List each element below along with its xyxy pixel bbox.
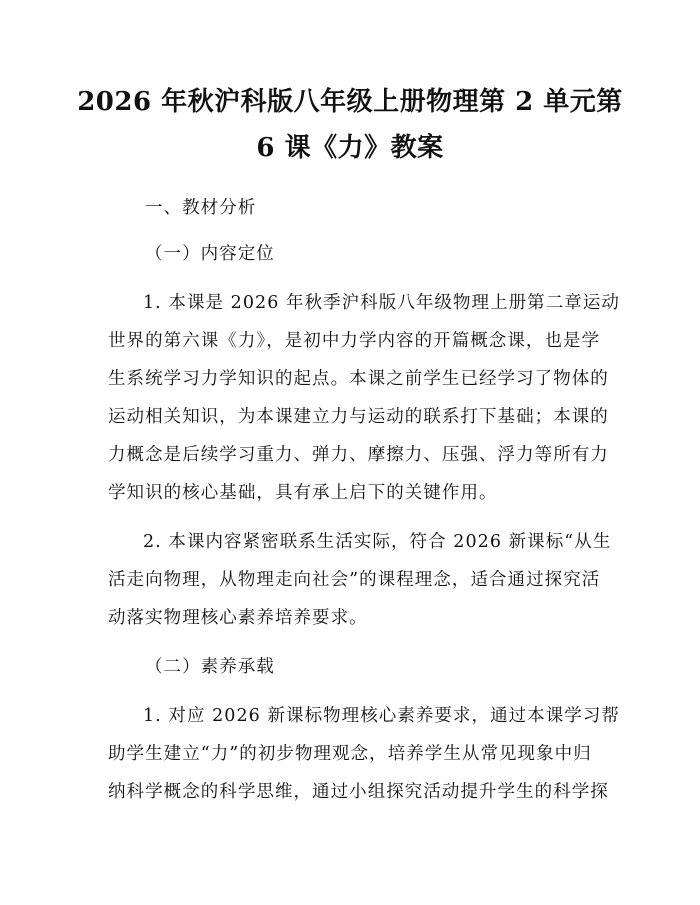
subsection-heading-content-positioning: （一）内容定位 xyxy=(145,244,275,264)
paragraph-line: 学知识的核心基础，具有承上启下的关键作用。 xyxy=(108,483,498,503)
subsection-heading-literacy: （二）素养承载 xyxy=(145,657,275,677)
paragraph-line: 生系统学习力学知识的起点。本课之前学生已经学习了物体的 xyxy=(108,369,609,389)
paragraph-line: 助学生建立“力”的初步物理观念，培养学生从常见现象中归 xyxy=(108,744,592,764)
paragraph-line: 力概念是后续学习重力、弹力、摩擦力、压强、浮力等所有力 xyxy=(108,445,609,465)
document-title-line-2: 6 课《力》教案 xyxy=(256,133,444,163)
paragraph-line: 动落实物理核心素养培养要求。 xyxy=(108,608,368,628)
section-heading-textbook-analysis: 一、教材分析 xyxy=(145,198,257,218)
paragraph-line: 1. 本课是 2026 年秋季沪科版八年级物理上册第二章运动 xyxy=(143,293,620,313)
paragraph-line: 2. 本课内容紧密联系生活实际，符合 2026 新课标“从生 xyxy=(143,532,612,552)
paragraph-line: 运动相关知识，为本课建立力与运动的联系打下基础；本课的 xyxy=(108,407,609,427)
paragraph-line: 1. 对应 2026 新课标物理核心素养要求，通过本课学习帮 xyxy=(143,706,620,726)
document-title-line-1: 2026 年秋沪科版八年级上册物理第 2 单元第 xyxy=(77,87,623,117)
paragraph-line: 纳科学概念的科学思维，通过小组探究活动提升学生的科学探 xyxy=(108,782,609,802)
paragraph-line: 世界的第六课《力》，是初中力学内容的开篇概念课，也是学 xyxy=(108,331,601,351)
paragraph-line: 活走向物理，从物理走向社会”的课程理念，适合通过探究活 xyxy=(108,570,601,590)
